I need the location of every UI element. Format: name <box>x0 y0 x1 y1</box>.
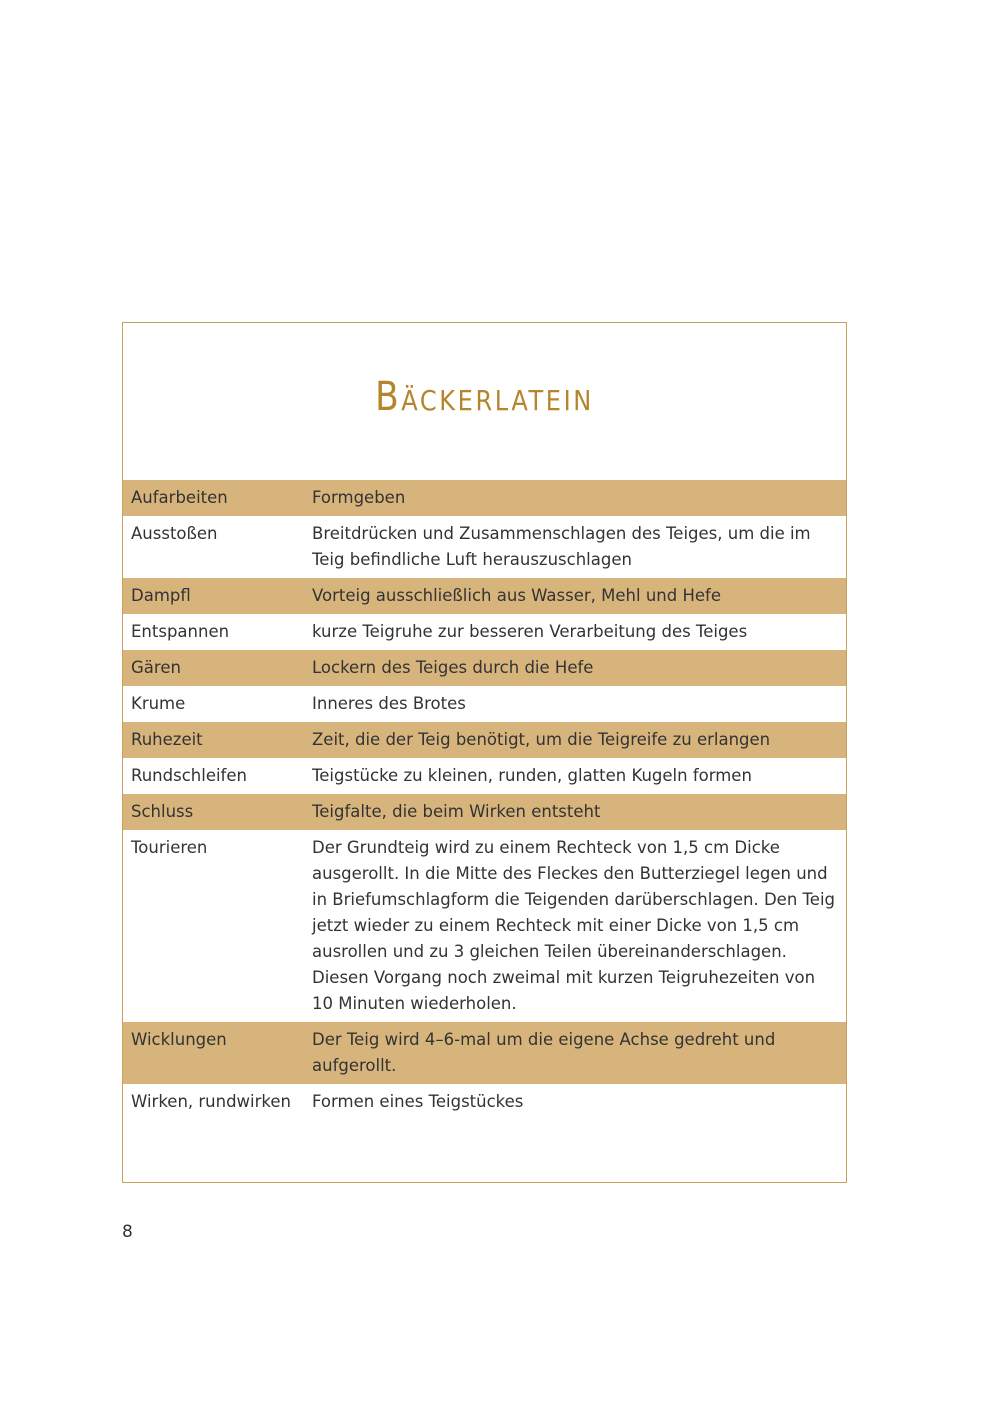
glossary-definition: Der Teig wird 4–6-mal um die eigene Achse gedreht und aufgerollt. <box>312 1030 776 1075</box>
glossary-row <box>123 794 846 830</box>
glossary-definition: Zeit, die der Teig benötigt, um die Teigreife zu erlangen <box>312 730 771 749</box>
glossary-term: Wicklungen <box>131 1030 227 1049</box>
glossary-row <box>123 758 846 794</box>
glossary-definition: Teigstücke zu kleinen, runden, glatten Kugeln formen <box>312 766 752 785</box>
glossary-definition: Formgeben <box>312 488 406 507</box>
glossary-row <box>123 686 846 722</box>
glossary-term: Dampfl <box>131 586 191 605</box>
page-number: 8 <box>122 1222 133 1242</box>
glossary-term: Krume <box>131 694 186 713</box>
glossary-definition: Teigfalte, die beim Wirken entsteht <box>312 802 601 821</box>
glossary-row <box>123 578 846 614</box>
glossary-term: Schluss <box>131 802 194 821</box>
glossary-definition: Vorteig ausschließlich aus Wasser, Mehl und Hefe <box>312 586 721 605</box>
glossary-definition: Der Grundteig wird zu einem Rechteck von 1,5 cm Dicke ausgerollt. In die Mitte des Fleckes den Butterziegel legen und in Briefumschlagform die Teigenden darüberschlagen. Den Teig jetzt wieder zu einem Rechteck mit einer Dicke von 1,5 cm ausrollen und zu 3 gleichen Teilen übereinanderschlagen. Diesen Vorgang noch zweimal mit kurzen Teigruhezeiten von 10 Minuten wiederholen. <box>312 838 836 1013</box>
glossary-row <box>123 650 846 686</box>
glossary-definition: Lockern des Teiges durch die Hefe <box>312 658 594 677</box>
glossary-row <box>123 830 846 1022</box>
glossary-definition: kurze Teigruhe zur besseren Verarbeitung des Teiges <box>312 622 748 641</box>
glossary-term: Aufarbeiten <box>131 488 228 507</box>
glossary-term: Tourieren <box>131 838 208 857</box>
glossary-definition: Inneres des Brotes <box>312 694 466 713</box>
glossary-row <box>123 1084 846 1120</box>
glossary-table <box>123 480 846 1120</box>
glossary-box <box>122 322 847 1183</box>
glossary-term: Entspannen <box>131 622 230 641</box>
glossary-term: Gären <box>131 658 181 677</box>
glossary-row <box>123 1022 846 1084</box>
glossary-row <box>123 614 846 650</box>
glossary-definition: Breitdrücken und Zusammenschlagen des Teiges, um die im Teig befindliche Luft herauszuschlagen <box>312 524 811 569</box>
page-title: Bäckerlatein <box>375 374 594 420</box>
glossary-term: Ausstoßen <box>131 524 218 543</box>
glossary-definition: Formen eines Teigstückes <box>312 1092 524 1111</box>
glossary-row <box>123 480 846 516</box>
glossary-row <box>123 722 846 758</box>
glossary-row <box>123 516 846 578</box>
glossary-term: Rundschleifen <box>131 766 247 785</box>
glossary-term: Ruhezeit <box>131 730 203 749</box>
glossary-term: Wirken, rundwirken <box>131 1092 291 1111</box>
